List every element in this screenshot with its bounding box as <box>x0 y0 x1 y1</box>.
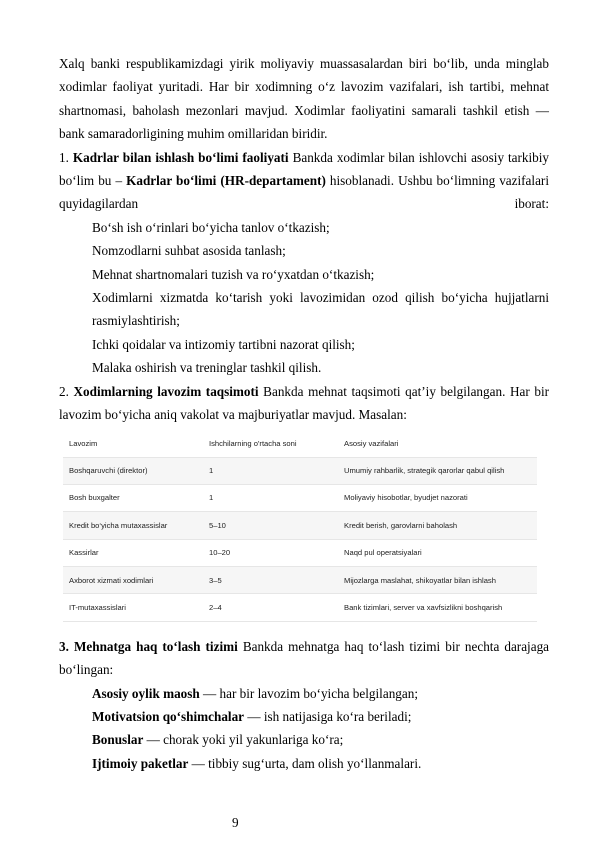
list-item: Xodimlarni xizmatda ko‘tarish yoki lavozimidan ozod qilish bo‘yicha hujjatlarni rasmiylashtirish; <box>92 290 549 329</box>
table-header-cell: Lavozim <box>63 432 203 458</box>
list-item-desc: — tibbiy sug‘urta, dam olish yo‘llanmalari. <box>188 755 422 771</box>
section1-title: Kadrlar bilan ishlash bo‘limi faoliyati <box>72 149 289 165</box>
positions-table <box>63 432 537 622</box>
list-item: Bo‘sh ish o‘rinlari bo‘yicha tanlov o‘tkazish; <box>92 219 330 235</box>
list-item-desc: — har bir lavozim bo‘yicha belgilangan; <box>199 685 418 701</box>
section3-title: Mehnatga haq to‘lash tizimi <box>73 638 238 654</box>
table-cell: Naqd pul operatsiyalari <box>338 539 537 566</box>
list-item <box>92 728 549 751</box>
table-cell: Kassirlar <box>63 539 203 566</box>
table-header-row <box>63 432 537 458</box>
table-cell: Kredit bo‘yicha mutaxassislar <box>63 512 203 539</box>
list-item: Malaka oshirish va treninglar tashkil qilish. <box>92 360 322 376</box>
table-cell: Umumiy rahbarlik, strategik qarorlar qabul qilish <box>338 457 537 484</box>
table-row <box>63 567 537 594</box>
list-item-term: Motivatsion qo‘shimchalar <box>92 709 245 725</box>
list-item-term: Asosiy oylik maosh <box>92 685 200 701</box>
table-cell: Bosh buxgalter <box>63 484 203 511</box>
list-item-desc: — ish natijasiga ko‘ra beriladi; <box>244 709 412 725</box>
table-header-cell: Ishchilarning o'rtacha soni <box>203 432 338 458</box>
table-cell: IT-mutaxassislari <box>63 594 203 621</box>
table-cell: 3–5 <box>203 567 338 594</box>
table-row <box>63 512 537 539</box>
table-header-cell: Asosiy vazifalari <box>338 432 537 458</box>
table-cell: Kredit berish, garovlarni baholash <box>338 512 537 539</box>
table-cell: 10–20 <box>203 539 338 566</box>
list-item-term: Ijtimoiy paketlar <box>92 755 189 771</box>
section2-number: 2. <box>59 383 69 399</box>
section2-heading <box>59 380 549 427</box>
section1-heading <box>59 146 549 216</box>
table-row <box>63 594 537 621</box>
table-cell: Axborot xizmati xodimlari <box>63 567 203 594</box>
list-item: Nomzodlarni suhbat asosida tanlash; <box>92 243 286 259</box>
list-item <box>92 705 549 728</box>
list-item: Mehnat shartnomalari tuzish va ro‘yxatdan o‘tkazish; <box>92 266 375 282</box>
section1-text-b: hisoblanadi. Ushbu bo‘limning vazifalari quyidagilardan iborat: <box>59 173 549 212</box>
table-cell: 2–4 <box>203 594 338 621</box>
table-row <box>63 457 537 484</box>
table-cell: Mijozlarga maslahat, shikoyatlar bilan ishlash <box>338 567 537 594</box>
intro-paragraph: Xalq banki respublikamizdagi yirik moliyaviy muassasalardan biri bo‘lib, unda minglab xodimlar faoliyat yuritadi. Har bir xodimning o‘z lavozim vazifalari, ish tartibi, mehnat shartnomasi, baholash mezonlari mavjud. Xodimlar faoliyatini samarali tashkil etish — bank samaradorligining muhim omillaridan biridir. <box>59 56 549 142</box>
list-item <box>92 752 549 775</box>
page-number: 9 <box>232 815 239 830</box>
section3-text: Bankda mehnatga haq to‘lash tizimi bir nechta darajaga bo‘lingan: <box>59 638 550 678</box>
table-cell: 5–10 <box>203 512 338 539</box>
table-cell: Bank tizimlari, server va xavfsizlikni boshqarish <box>338 594 537 621</box>
document-page <box>59 52 549 775</box>
section2-title: Xodimlarning lavozim taqsimoti <box>73 383 259 399</box>
section1-text-a: Bankda xodimlar bilan ishlovchi asosiy tarkibiy bo‘lim bu – <box>59 149 550 189</box>
table-cell: Boshqaruvchi (direktor) <box>63 457 203 484</box>
table-cell: 1 <box>203 484 338 511</box>
table-cell: 1 <box>203 457 338 484</box>
list-item <box>92 682 549 705</box>
section1-number: 1. <box>59 149 69 165</box>
table-row <box>63 539 537 566</box>
section2-text: Bankda mehnat taqsimoti qat’iy belgilangan. Har bir lavozim bo‘yicha aniq vakolat va majburiyatlar mavjud. Masalan: <box>59 383 549 423</box>
table-cell: Moliyaviy hisobotlar, byudjet nazorati <box>338 484 537 511</box>
section3-number: 3. <box>59 638 69 654</box>
section3-heading <box>59 635 549 682</box>
table-row <box>63 484 537 511</box>
section1-dept: Kadrlar bo‘limi (HR-departament) <box>126 173 326 189</box>
list-item: Ichki qoidalar va intizomiy tartibni nazorat qilish; <box>92 336 355 352</box>
list-item-term: Bonuslar <box>92 732 144 748</box>
list-item-desc: — chorak yoki yil yakunlariga ko‘ra; <box>143 732 344 748</box>
